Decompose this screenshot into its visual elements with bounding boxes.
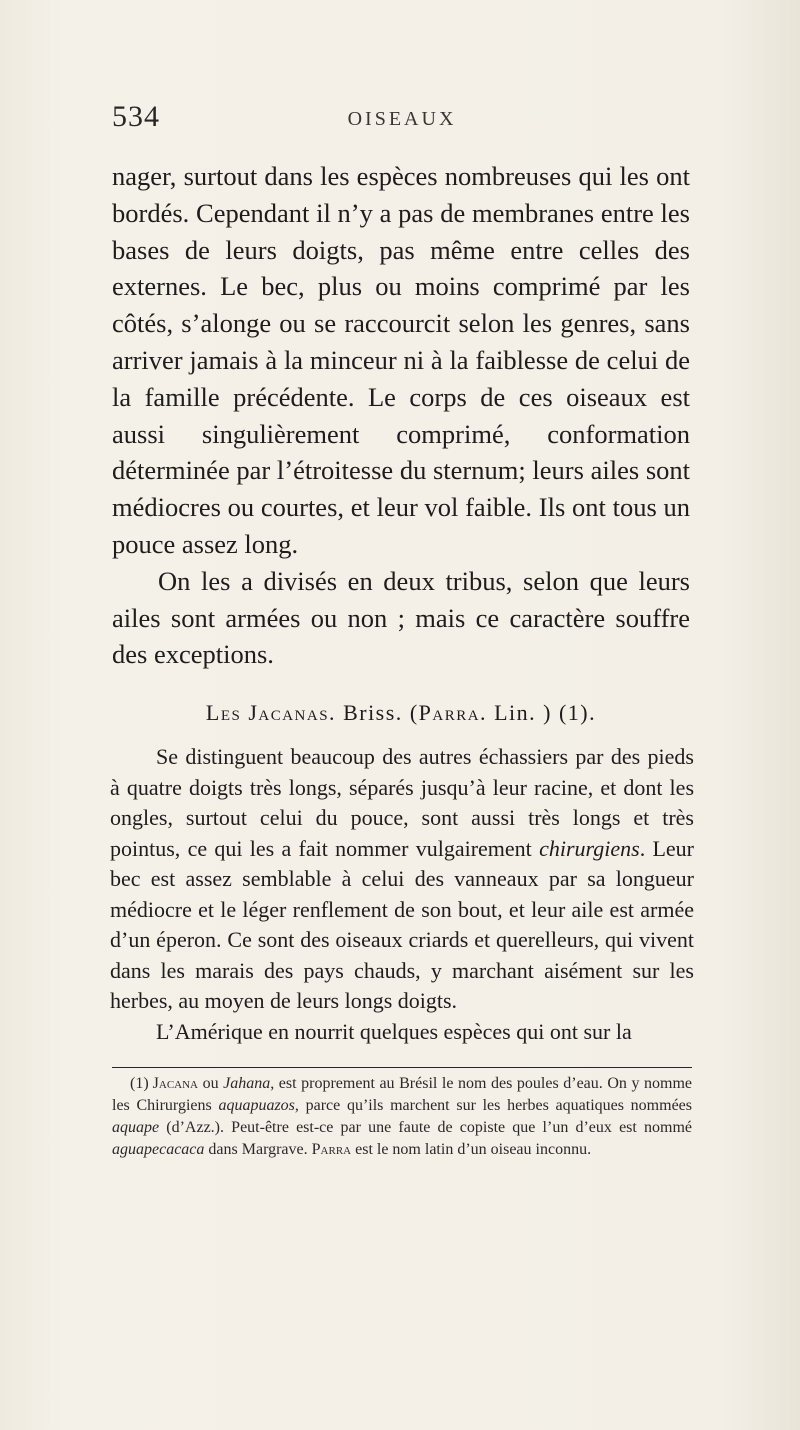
paragraph-2: On les a divisés en deux tribus, selon que leurs ailes sont armées ou non ; mais ce caractère souffre des exceptions. [112, 565, 690, 670]
synonym-open: ( [409, 700, 419, 725]
paragraph-3-start: Se distinguent beaucoup des autres échassiers par des pieds à quatre doigts très longs, séparés jusqu’à leur racine, et dont les ongles, surtout celui du pouce, sont aussi très longs et très pointus, ce qui les a fait nommer vulgairement [110, 744, 694, 861]
paragraph-3-end: . Leur bec est assez semblable à celui des vanneaux par sa longueur médiocre et le léger renflement de son bout, et leur aile est armée d’un éperon. Ce sont des oiseaux criards et querelleurs, qui vivent dans les marais des pays chauds, y marchant aisément sur les herbes, au moyen de leurs longs doigts. [110, 835, 694, 1013]
fn-aquapuazos: aquapuazos [218, 1097, 295, 1114]
fn-text-6: est le nom latin d’un oiseau inconnu. [351, 1141, 592, 1158]
page-number: 534 [112, 100, 160, 133]
fn-jahana: Jahana [223, 1075, 271, 1092]
section-title [112, 700, 690, 726]
section-text [110, 742, 694, 1047]
fn-text-1: ou [198, 1075, 224, 1092]
main-text [112, 158, 690, 673]
fn-text-4: (d’Azz.). Peut-être est-ce par une faute de copiste que l’un d’eux est nommé [159, 1119, 692, 1136]
fn-jacana: Jacana [152, 1075, 198, 1092]
synonym-author: Lin. [494, 700, 537, 725]
running-head: OISEAUX [347, 108, 457, 130]
fn-parra: Parra [311, 1141, 352, 1158]
fn-text-3: , parce qu’ils marchent sur les herbes aquatiques nommées [294, 1097, 692, 1114]
synonym-name: Parra. [418, 700, 488, 725]
fn-aquape: aquape [112, 1119, 160, 1136]
footnote [112, 1073, 692, 1161]
paragraph-1: nager, surtout dans les espèces nombreuses qui les ont bordés. Cependant il n’y a pas de membranes entre les bases de leurs doigts, pas même entre celles des externes. Le bec, plus ou moins comprimé par les côtés, s’alonge ou se raccourcit selon les genres, sans arriver jamais à la minceur ni à la faiblesse de celui de la famille précédente. Le corps de ces oiseaux est aussi singulièrement comprimé, conformation déterminée par l’étroitesse du sternum; leurs ailes sont médiocres ou courtes, et leur vol faible. Ils ont tous un pouce assez long. [112, 161, 690, 559]
paragraph-4: L’Amérique en nourrit quelques espèces qui ont sur la [156, 1018, 632, 1044]
fn-aguapecacaca: aguapecacaca [112, 1141, 205, 1158]
footnote-text [112, 1073, 692, 1161]
genus-name: Les Jacanas. [205, 700, 337, 725]
footnote-mark: (1) [130, 1075, 149, 1092]
footnote-divider [112, 1067, 692, 1068]
synonym-close: ) [543, 700, 552, 725]
paragraph-3 [110, 742, 694, 1017]
chirurgiens-term: chirurgiens [539, 835, 640, 861]
footnote-ref: (1). [558, 700, 597, 725]
fn-text-5: dans Margrave. [204, 1141, 312, 1158]
genus-author: Briss. [343, 700, 403, 725]
page-header [112, 100, 692, 140]
fn-text-2: , est proprement au Brésil le nom des poules d’eau. On y nomme les Chirurgiens [112, 1075, 692, 1114]
